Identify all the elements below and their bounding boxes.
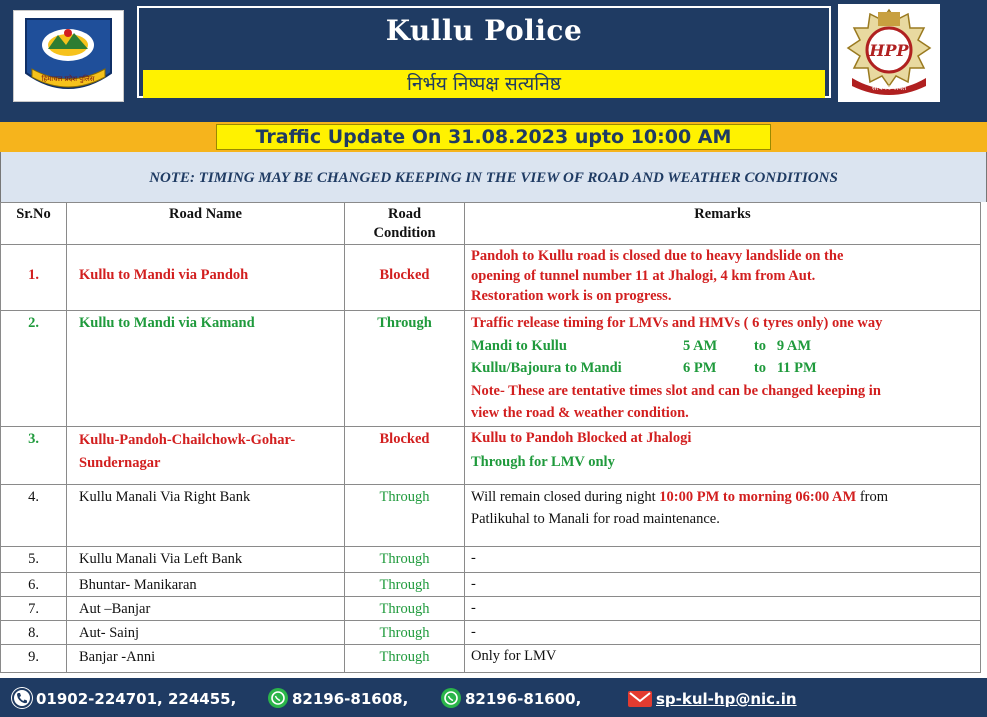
whatsapp-contact-1[interactable] — [268, 687, 408, 711]
row-sr: 9. — [1, 645, 67, 673]
header-road-condition — [345, 203, 465, 245]
row-road: Kullu Manali Via Left Bank — [67, 547, 345, 573]
row-condition: Through — [345, 645, 465, 673]
phone-contact[interactable] — [12, 687, 236, 711]
whatsapp-icon — [268, 688, 288, 708]
timing-slot: Mandi to Kullu 5 AM to 9 AM — [471, 337, 812, 354]
header-remarks: Remarks — [465, 203, 981, 245]
table-row — [1, 427, 981, 485]
row-condition: Through — [345, 311, 465, 427]
row-remarks — [465, 427, 981, 485]
email-contact[interactable] — [628, 687, 797, 711]
remark-line: Will remain closed during night 10:00 PM to morning 06:00 AM from — [471, 489, 889, 505]
update-bar — [0, 122, 987, 152]
row-condition: Blocked — [345, 245, 465, 311]
table-row — [1, 311, 981, 427]
row-road: Aut- Sainj — [67, 621, 345, 645]
header-sr-no: Sr.No — [1, 203, 67, 245]
remark-line: Through for LMV only — [471, 454, 615, 470]
row-road: Aut –Banjar — [67, 597, 345, 621]
table-row — [1, 547, 981, 573]
remark-line: Traffic release timing for LMVs and HMVs ( 6 tyres only) one way — [471, 315, 883, 331]
remark-line: Restoration work is on progress. — [471, 288, 672, 304]
whatsapp-contact-2[interactable] — [441, 687, 581, 711]
email-address[interactable]: sp-kul-hp@nic.in — [656, 690, 797, 708]
remark-line: Note- These are tentative times slot and can be changed keeping in — [471, 382, 881, 399]
row-sr: 3. — [1, 427, 67, 485]
row-road: Kullu to Mandi via Kamand — [67, 311, 345, 427]
title-box — [137, 6, 831, 98]
row-road: Kullu-Pandoh-Chailchowk-Gohar- Sundernagar — [67, 427, 345, 485]
row-sr: 1. — [1, 245, 67, 311]
row-condition: Through — [345, 547, 465, 573]
update-box — [216, 124, 771, 150]
row-remarks: Only for LMV — [465, 645, 981, 673]
row-condition: Through — [345, 573, 465, 597]
right-logo-text: HPP — [869, 41, 909, 60]
table-row — [1, 621, 981, 645]
row-sr: 4. — [1, 485, 67, 547]
table-row — [1, 485, 981, 547]
row-sr: 2. — [1, 311, 67, 427]
phone-numbers: 01902-224701, 224455, — [36, 690, 237, 708]
motto-text: निर्भय निष्पक्ष सत्यनिष्ठ — [407, 73, 561, 95]
row-condition: Blocked — [345, 427, 465, 485]
row-sr: 7. — [1, 597, 67, 621]
remark-line: view the road & weather condition. — [471, 405, 689, 421]
row-remarks: - — [465, 547, 981, 573]
table-row — [1, 573, 981, 597]
note-text: NOTE: TIMING MAY BE CHANGED KEEPING IN THE VIEW OF ROAD AND WEATHER CONDITIONS — [149, 170, 838, 186]
right-logo-motto: सत्यमेव जयते — [871, 84, 907, 92]
header-road-name: Road Name — [67, 203, 345, 245]
row-remarks — [465, 485, 981, 547]
header-condition-line1: Road — [387, 206, 422, 222]
row-remarks — [465, 311, 981, 427]
remark-line: Kullu to Pandoh Blocked at Jhalogi — [471, 430, 692, 446]
remark-line: Pandoh to Kullu road is closed due to heavy landslide on the — [471, 248, 844, 264]
page-title: Kullu Police — [385, 14, 583, 47]
table-row — [1, 645, 981, 673]
row-remarks: - — [465, 597, 981, 621]
row-road: Kullu to Mandi via Pandoh — [67, 245, 345, 311]
row-road: Kullu Manali Via Right Bank — [67, 485, 345, 547]
whatsapp-number-2: 82196-81600, — [465, 690, 582, 708]
row-sr: 8. — [1, 621, 67, 645]
row-remarks: - — [465, 573, 981, 597]
header-banner — [0, 0, 987, 122]
row-remarks: - — [465, 621, 981, 645]
note-bar — [0, 152, 987, 202]
row-condition: Through — [345, 485, 465, 547]
himachal-police-logo — [13, 10, 124, 102]
timing-slot: Kullu/Bajoura to Mandi 6 PM to 11 PM — [471, 360, 817, 376]
traffic-table — [0, 202, 981, 673]
row-sr: 6. — [1, 573, 67, 597]
whatsapp-number-1: 82196-81608, — [292, 690, 409, 708]
row-remarks — [465, 245, 981, 311]
table-row — [1, 245, 981, 311]
row-sr: 5. — [1, 547, 67, 573]
update-heading: Traffic Update On 31.08.2023 upto 10:00 AM — [255, 126, 732, 148]
remark-line: opening of tunnel number 11 at Jhalogi, 4 km from Aut. — [471, 268, 816, 284]
row-condition: Through — [345, 621, 465, 645]
hpp-badge-logo — [838, 4, 940, 102]
row-road: Bhuntar- Manikaran — [67, 573, 345, 597]
left-logo-text: हिमाचल प्रदेश पुलिस — [41, 75, 95, 83]
table-header-row — [1, 203, 981, 245]
row-road: Banjar -Anni — [67, 645, 345, 673]
remark-line: Patlikuhal to Manali for road maintenance. — [471, 511, 720, 527]
whatsapp-icon — [441, 688, 461, 708]
phone-icon — [12, 688, 32, 708]
table-row — [1, 597, 981, 621]
contact-footer — [0, 678, 987, 717]
row-condition: Through — [345, 597, 465, 621]
mail-icon — [628, 691, 652, 707]
motto-bar — [143, 70, 825, 98]
header-condition-line2: Condition — [373, 225, 436, 241]
